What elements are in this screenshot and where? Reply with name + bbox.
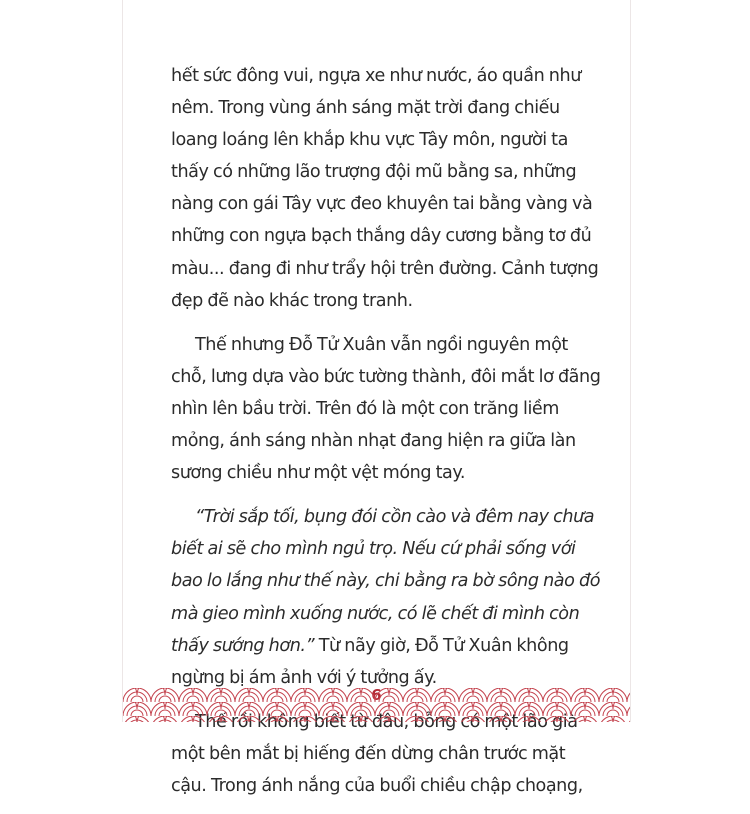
paragraph-3 [171,501,603,694]
book-page [122,0,631,796]
paragraph-2: Thế nhưng Đỗ Tử Xuân vẫn ngồi nguyên một chỗ, lưng dựa vào bức tường thành, đôi mắt lơ đãng nhìn lên bầu trời. Trên đó là một con trăng liềm mỏng, ánh sáng nhàn nhạt đang hiện ra giữa làn sương chiều như một vệt móng tay. [171,334,601,484]
paragraph-1: hết sức đông vui, ngựa xe như nước, áo quần như nêm. Trong vùng ánh sáng mặt trời đang chiếu loang loáng lên khắp khu vực Tây môn, người ta thấy có những lão trượng đội mũ bằng sa, những nàng con gái Tây vực đeo khuyên tai bằng vàng và những con ngựa bạch thắng dây cương bằng tơ đủ màu... đang đi như trẩy hội trên đường. Cảnh tượng đẹp đẽ nào khác trong tranh. [171,66,599,311]
decorative-wave-border [123,688,630,722]
paragraph-4: một bên mắt bị hiếng đến dừng chân trước mặt cậu. Trong ánh nắng của buổi chiều chập choạng, [171,743,583,796]
quote-italic: “Trời sắp tối, bụng đói cồn cào và đêm nay chưa biết ai sẽ cho mình ngủ trọ. Nếu cứ phải sống với bao lo lắng như thế này, chi bằng ra bờ sông nào đó mà gieo mình xuống nước, có lẽ chết đi mình còn thấy sướng hơn.” [171,507,601,656]
quote-continuation: Từ nãy giờ, Đỗ Tử Xuân không ngừng bị ám ảnh với ý tưởng ấy. [171,635,569,688]
